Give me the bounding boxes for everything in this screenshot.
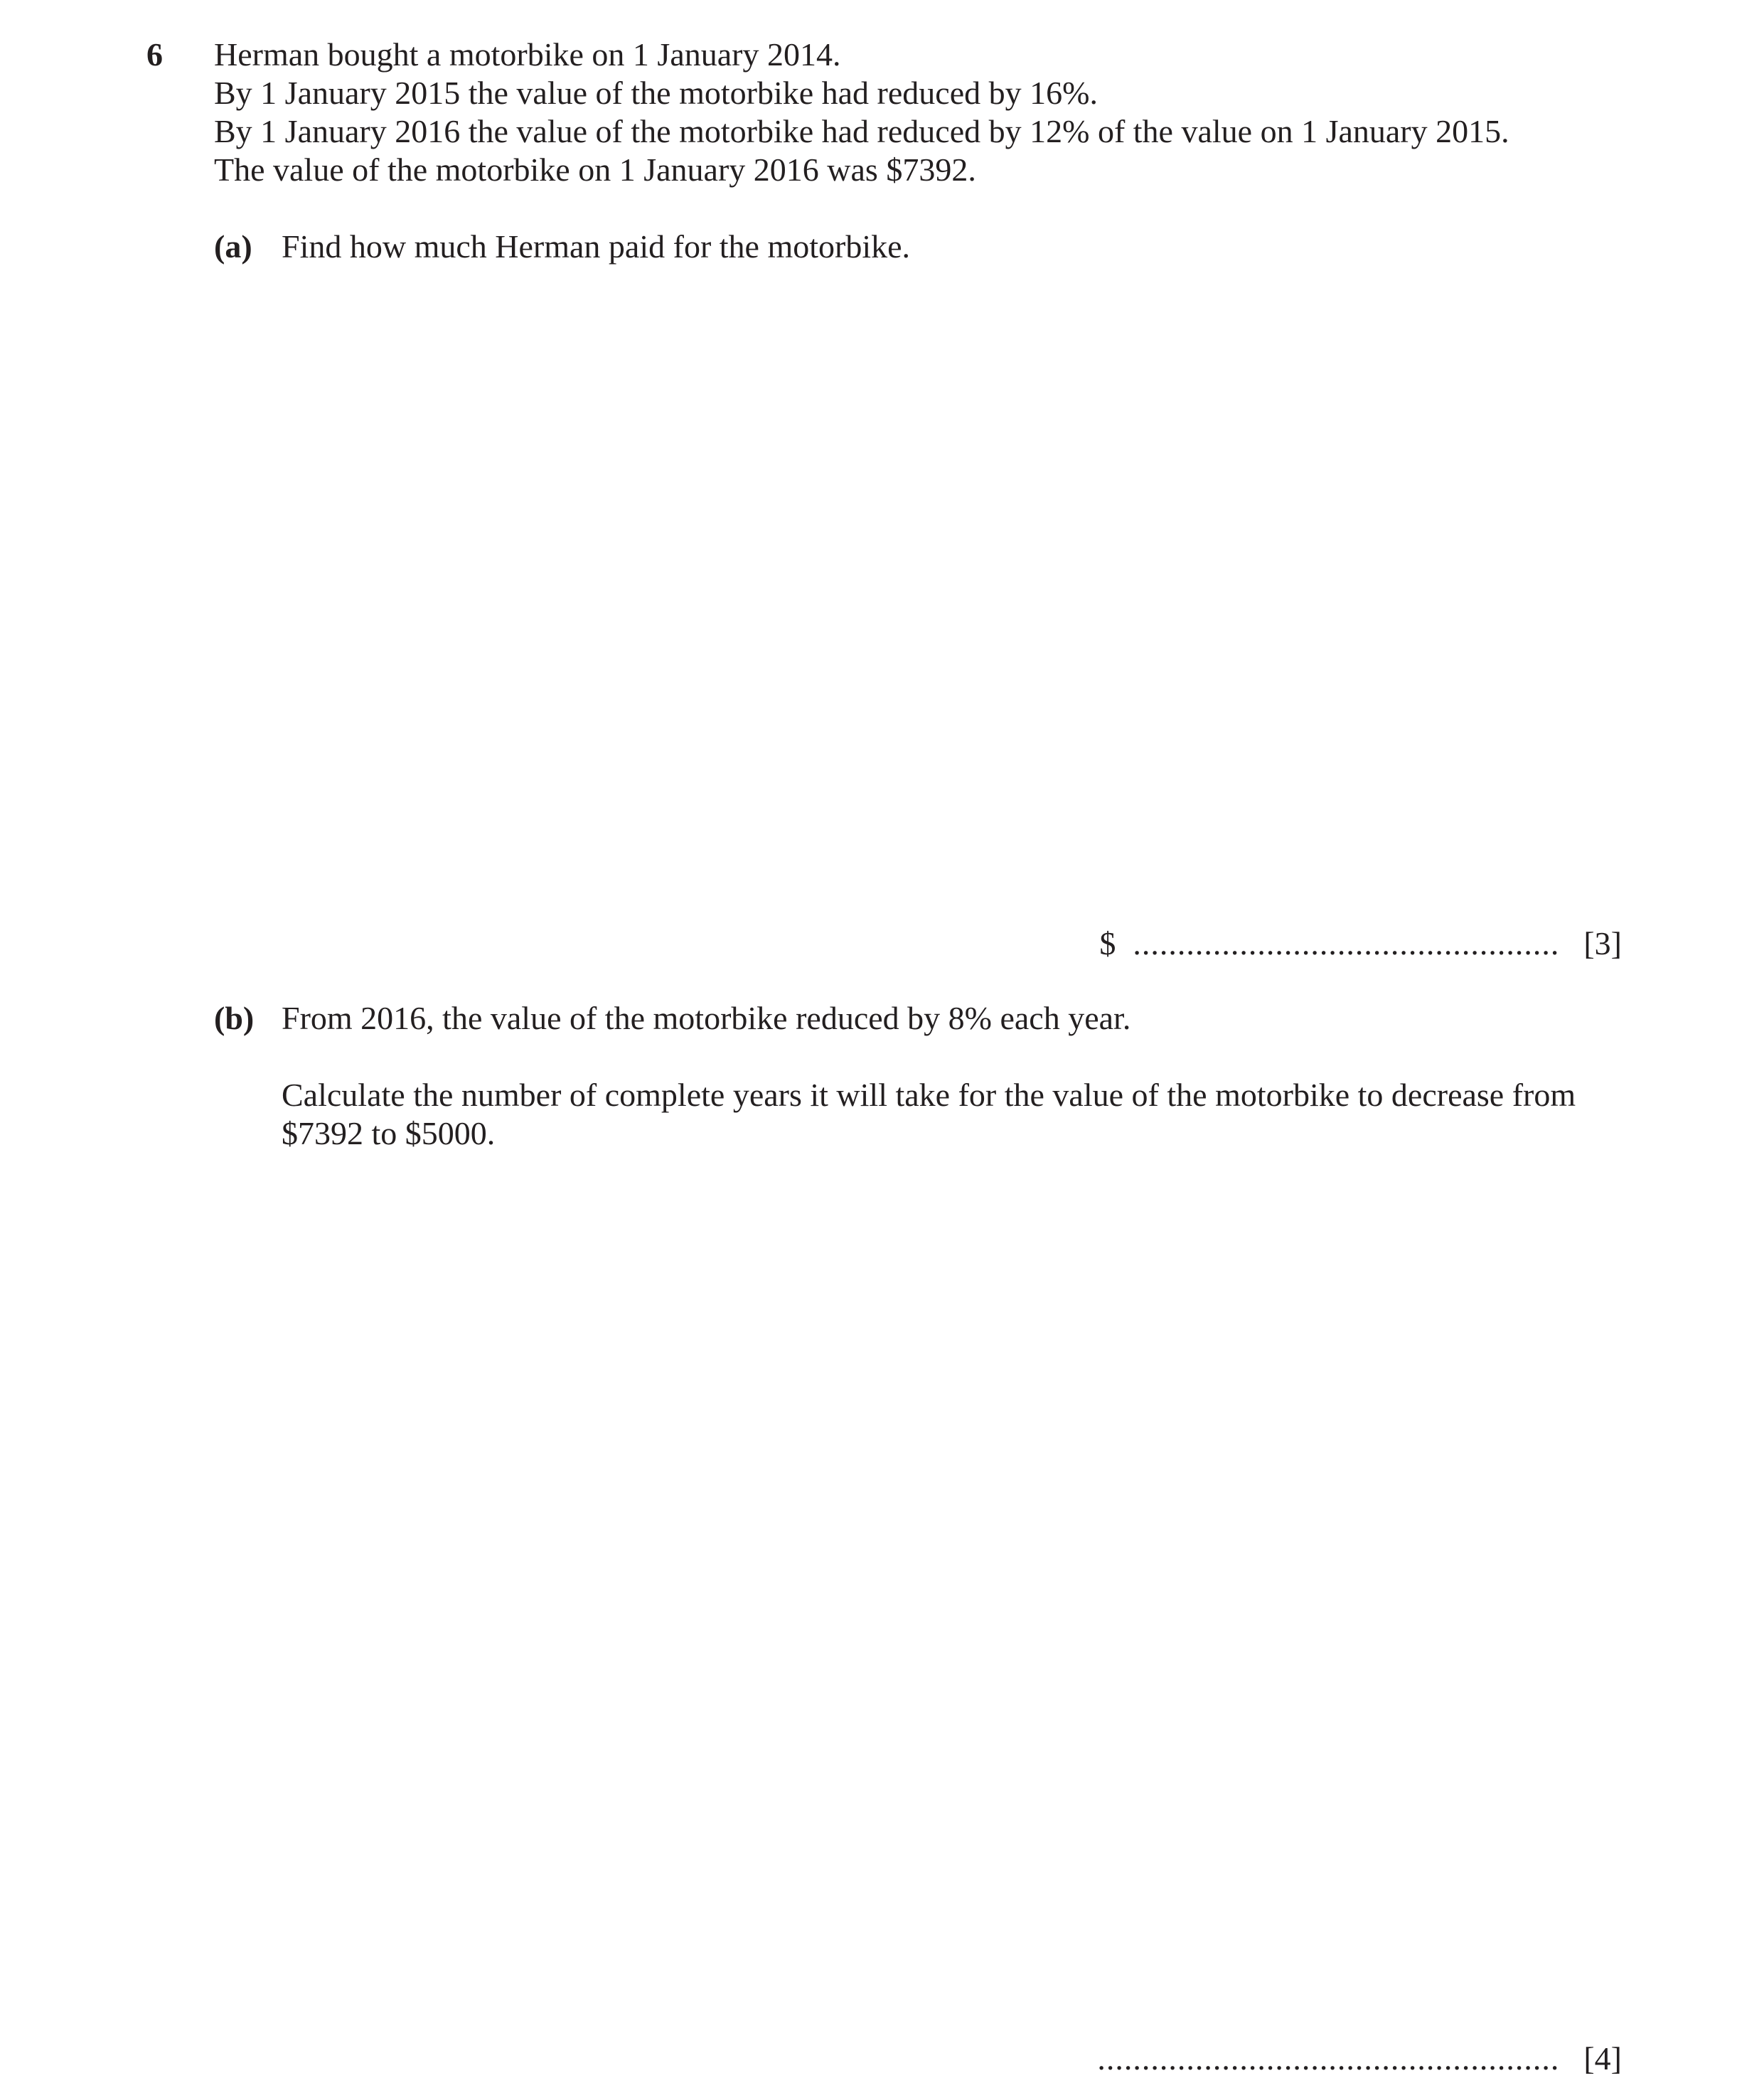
- part-b-body-line: Calculate the number of complete years it will take for the value of the motorbike to decrease from: [282, 1077, 1576, 1113]
- marks-label: [3]: [1583, 925, 1622, 961]
- part-b-body-line: $7392 to $5000.: [282, 1115, 496, 1151]
- answer-dots[interactable]: ....................................................: [1097, 2040, 1560, 2077]
- part-b-body: [282, 1076, 1632, 1153]
- stem-line: Herman bought a motorbike on 1 January 2014.: [214, 36, 841, 73]
- stem-line: By 1 January 2015 the value of the motorbike had reduced by 16%.: [214, 75, 1098, 111]
- answer-prefix: $: [1099, 925, 1116, 961]
- part-a-text: Find how much Herman paid for the motorbike.: [282, 228, 911, 265]
- part-a-label: (a): [214, 228, 252, 265]
- part-b-label: (b): [214, 1000, 255, 1036]
- question-number: 6: [146, 36, 163, 73]
- part-b-text: From 2016, the value of the motorbike reduced by 8% each year.: [282, 1000, 1131, 1036]
- marks-label: [4]: [1583, 2040, 1622, 2077]
- stem-line: By 1 January 2016 the value of the motorbike had reduced by 12% of the value on 1 January 2015.: [214, 113, 1509, 149]
- stem-line: The value of the motorbike on 1 January 2016 was $7392.: [214, 151, 976, 188]
- question-stem: [214, 36, 1636, 189]
- part-b-answer-line[interactable]: [1097, 2040, 1622, 2078]
- answer-dots[interactable]: ................................................: [1133, 925, 1560, 961]
- part-a-answer-line[interactable]: [1099, 925, 1622, 963]
